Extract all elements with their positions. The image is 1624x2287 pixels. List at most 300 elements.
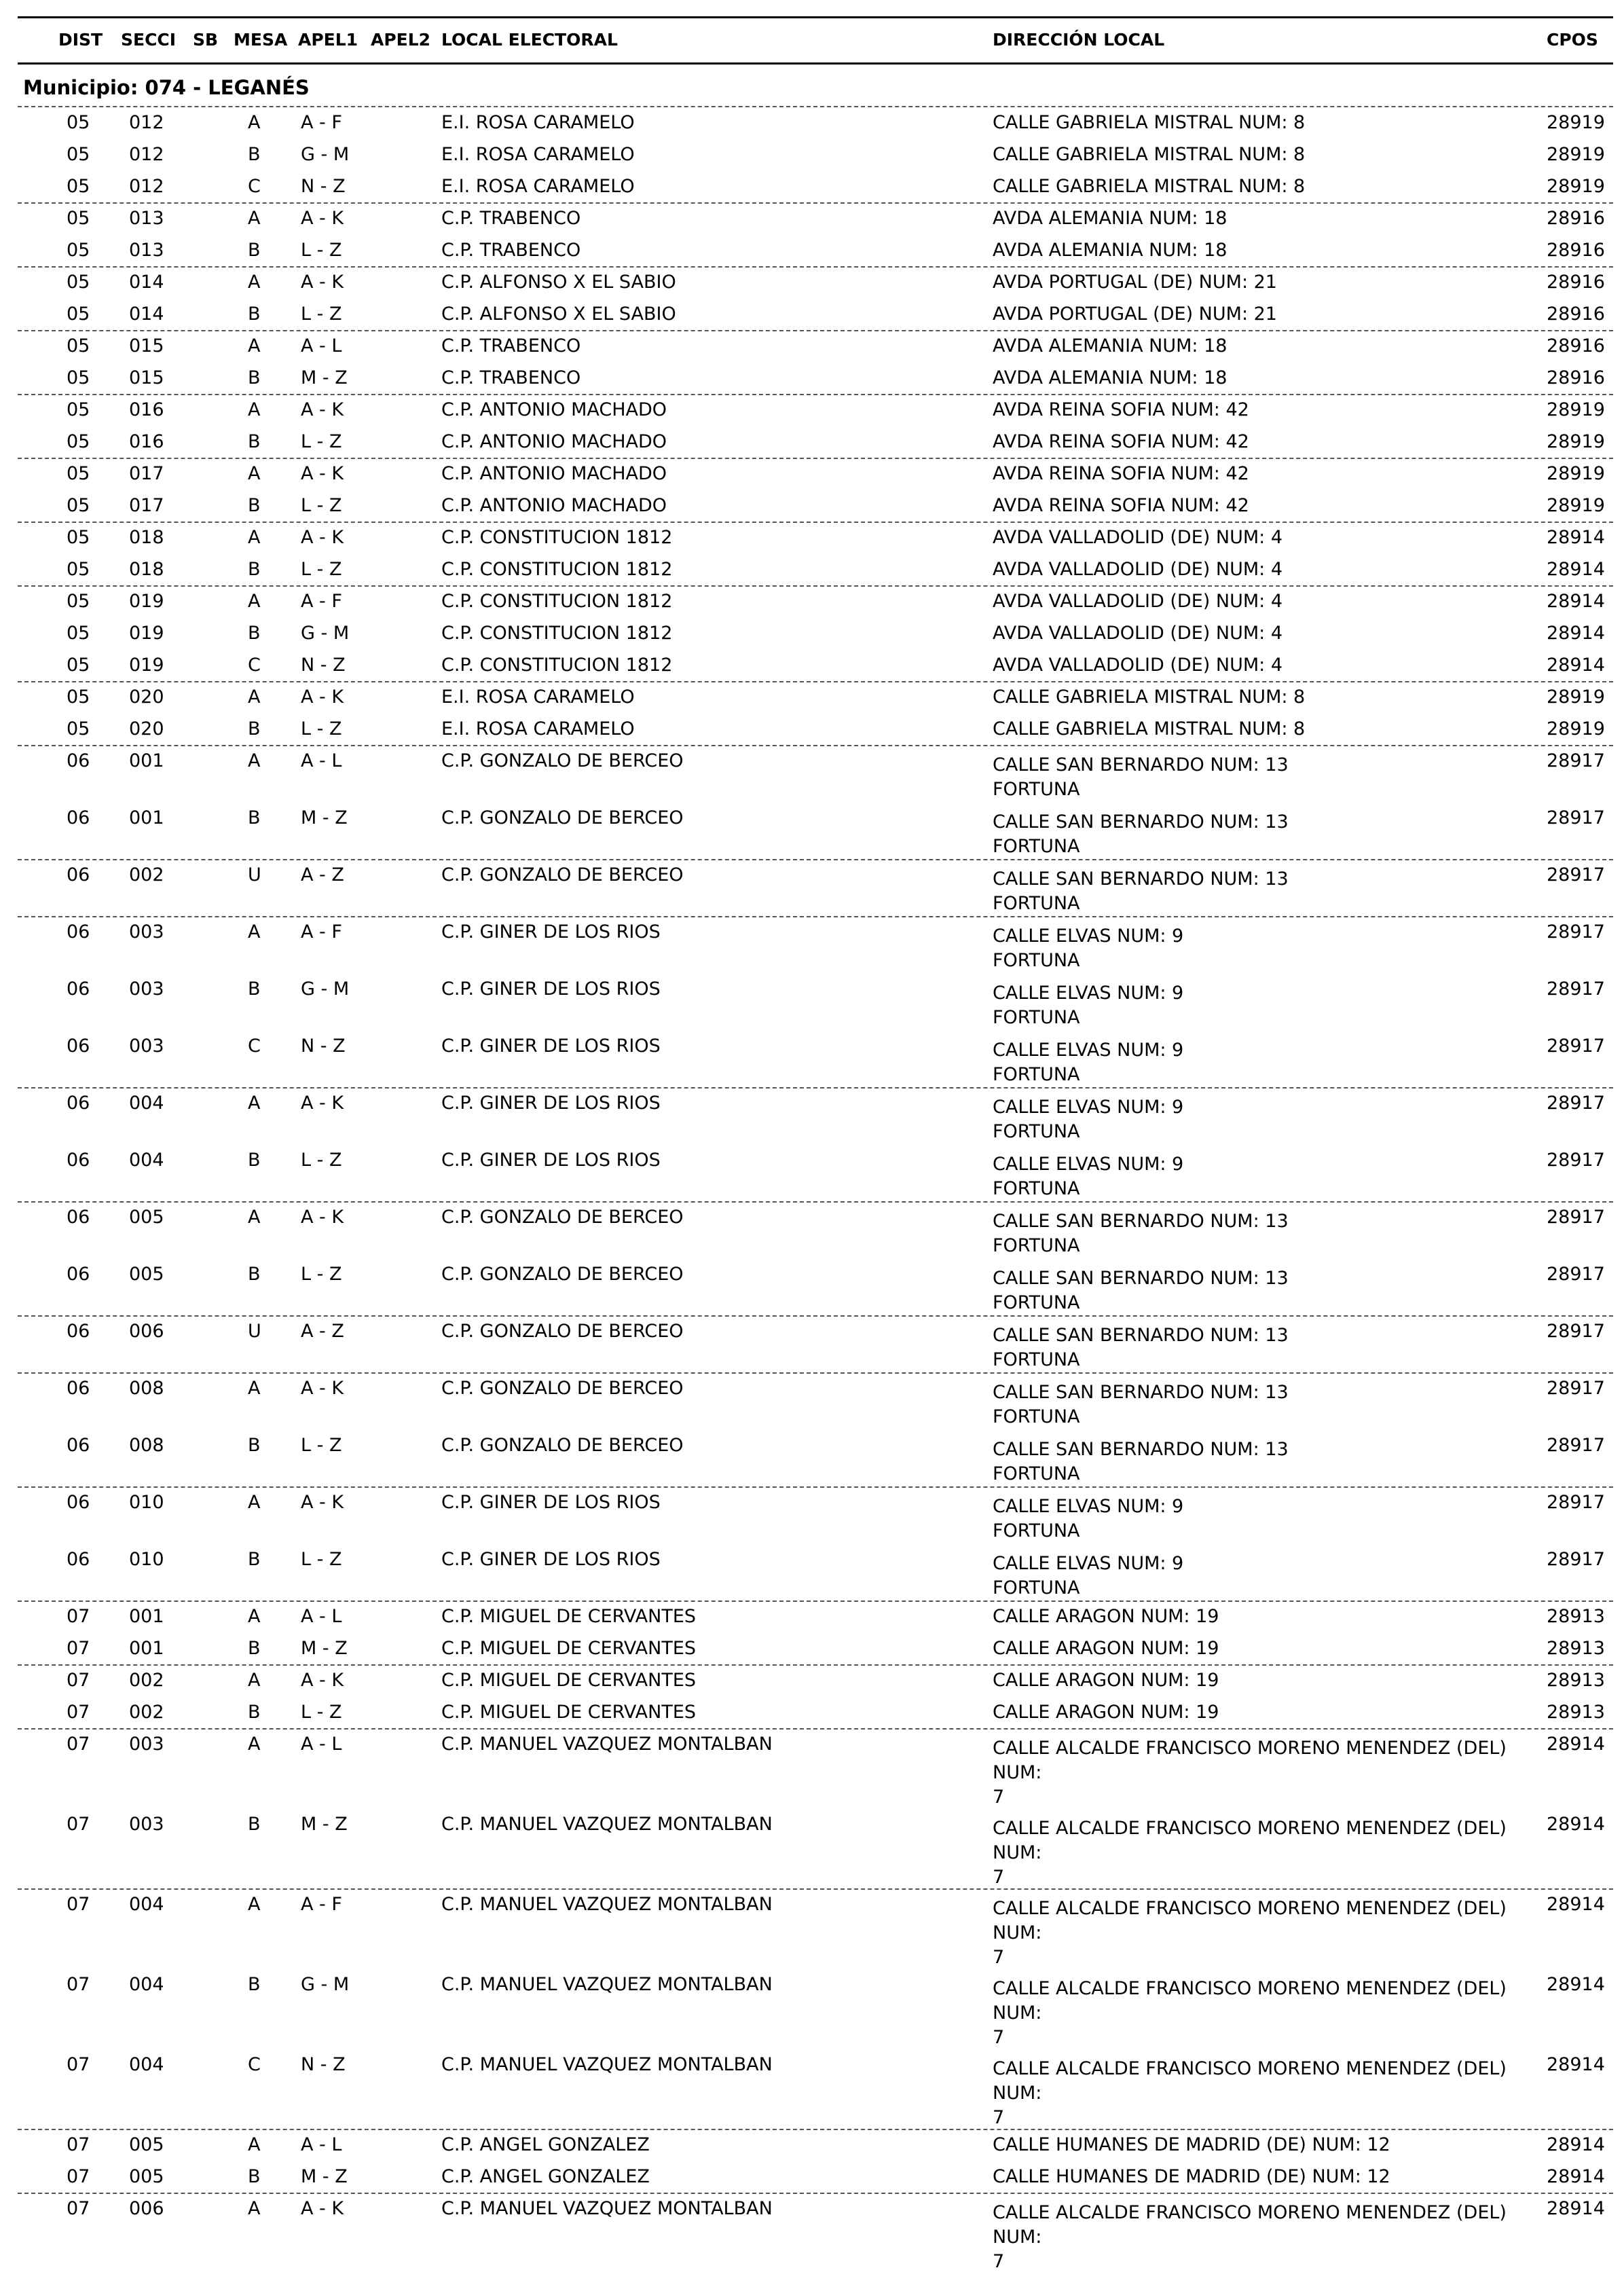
cell-apel1: N - Z (301, 655, 346, 676)
cell-direccion-line: CALLE ARAGON NUM: 19 (993, 1638, 1219, 1659)
cell-mesa: A (248, 750, 261, 771)
row-group-separator (18, 1600, 1613, 1602)
cell-dist: 05 (67, 623, 90, 644)
cell-direccion-line: AVDA REINA SOFIA NUM: 42 (993, 399, 1249, 420)
cell-local-electoral: C.P. GINER DE LOS RIOS (441, 1150, 661, 1171)
cell-secci: 012 (129, 176, 164, 197)
cell-secci: 020 (129, 687, 164, 708)
cell-mesa: C (248, 1036, 261, 1057)
cell-apel1: G - M (301, 1974, 350, 1995)
cell-cpos: 28917 (1547, 807, 1605, 828)
cell-cpos: 28917 (1547, 1264, 1605, 1285)
cell-secci: 003 (129, 1734, 164, 1755)
cell-dist: 05 (67, 559, 90, 580)
row-group-separator (18, 2193, 1613, 2194)
cell-dist: 06 (67, 1435, 90, 1456)
cell-cpos: 28914 (1547, 1734, 1605, 1755)
cell-dist: 07 (67, 1894, 90, 1915)
cell-direccion-line: CALLE GABRIELA MISTRAL NUM: 8 (993, 176, 1306, 197)
cell-mesa: A (248, 208, 261, 229)
cell-mesa: A (248, 591, 261, 612)
cell-dist: 05 (67, 591, 90, 612)
cell-dist: 05 (67, 335, 90, 356)
cell-local-electoral: C.P. ANGEL GONZALEZ (441, 2134, 650, 2155)
cell-secci: 020 (129, 718, 164, 739)
cell-dist: 06 (67, 1321, 90, 1342)
cell-local-electoral: C.P. MIGUEL DE CERVANTES (441, 1702, 697, 1723)
cell-apel1: N - Z (301, 2054, 346, 2075)
cell-dist: 07 (67, 2134, 90, 2155)
cell-local-electoral: C.P. TRABENCO (441, 240, 581, 261)
cell-local-electoral: C.P. GONZALO DE BERCEO (441, 1435, 684, 1456)
cell-local-electoral: C.P. CONSTITUCION 1812 (441, 591, 673, 612)
cell-apel1: A - K (301, 463, 344, 484)
cell-dist: 05 (67, 399, 90, 420)
cell-cpos: 28914 (1547, 527, 1605, 548)
cell-mesa: B (248, 431, 261, 452)
cell-secci: 003 (129, 1036, 164, 1057)
cell-direccion-line: NUM: (993, 1922, 1042, 1943)
cell-direccion-line: NUM: (993, 2002, 1042, 2024)
cell-mesa: A (248, 1378, 261, 1399)
col-header-local: LOCAL ELECTORAL (441, 30, 618, 50)
cell-secci: 018 (129, 527, 164, 548)
cell-dist: 05 (67, 495, 90, 516)
row-group-separator (18, 1372, 1613, 1374)
cell-mesa: A (248, 112, 261, 133)
cell-cpos: 28917 (1547, 1435, 1605, 1456)
cell-apel1: A - K (301, 527, 344, 548)
cell-dist: 06 (67, 750, 90, 771)
col-header-direccion: DIRECCIÓN LOCAL (993, 30, 1165, 50)
cell-mesa: A (248, 335, 261, 356)
cell-cpos: 28917 (1547, 921, 1605, 943)
row-group-separator (18, 1664, 1613, 1666)
col-header-sb: SB (193, 30, 219, 50)
row-group-separator (18, 1201, 1613, 1203)
cell-direccion-line: FORTUNA (993, 1463, 1080, 1484)
row-group-separator (18, 681, 1613, 682)
cell-direccion-line: 7 (993, 1787, 1005, 1808)
cell-direccion-line: CALLE ELVAS NUM: 9 (993, 926, 1184, 947)
cell-local-electoral: E.I. ROSA CARAMELO (441, 112, 635, 133)
cell-local-electoral: C.P. GONZALO DE BERCEO (441, 807, 684, 828)
cell-apel1: A - K (301, 208, 344, 229)
cell-apel1: L - Z (301, 559, 342, 580)
cell-dist: 05 (67, 655, 90, 676)
cell-secci: 005 (129, 1264, 164, 1285)
cell-direccion-line: FORTUNA (993, 836, 1080, 857)
cell-dist: 06 (67, 1492, 90, 1513)
cell-mesa: B (248, 718, 261, 739)
cell-mesa: U (248, 864, 261, 885)
cell-cpos: 28914 (1547, 2166, 1605, 2187)
cell-local-electoral: C.P. GONZALO DE BERCEO (441, 1378, 684, 1399)
cell-apel1: A - L (301, 2134, 342, 2155)
cell-secci: 012 (129, 112, 164, 133)
cell-mesa: B (248, 367, 261, 388)
cell-apel1: G - M (301, 144, 350, 165)
cell-mesa: B (248, 495, 261, 516)
cell-direccion-line: CALLE ALCALDE FRANCISCO MORENO MENENDEZ (DEL) (993, 1978, 1507, 1999)
cell-local-electoral: C.P. GINER DE LOS RIOS (441, 1093, 661, 1114)
cell-direccion-line: CALLE ALCALDE FRANCISCO MORENO MENENDEZ (DEL) (993, 1818, 1507, 1839)
cell-mesa: B (248, 1264, 261, 1285)
cell-secci: 015 (129, 367, 164, 388)
cell-cpos: 28916 (1547, 304, 1605, 325)
cell-direccion-line: CALLE SAN BERNARDO NUM: 13 (993, 811, 1289, 833)
cell-cpos: 28913 (1547, 1606, 1605, 1627)
cell-dist: 05 (67, 527, 90, 548)
cell-mesa: B (248, 623, 261, 644)
cell-local-electoral: C.P. GINER DE LOS RIOS (441, 1036, 661, 1057)
cell-apel1: M - Z (301, 2166, 348, 2187)
cell-secci: 014 (129, 304, 164, 325)
cell-secci: 004 (129, 1150, 164, 1171)
cell-dist: 06 (67, 1093, 90, 1114)
cell-local-electoral: C.P. ANGEL GONZALEZ (441, 2166, 650, 2187)
cell-cpos: 28919 (1547, 463, 1605, 484)
cell-direccion-line: AVDA PORTUGAL (DE) NUM: 21 (993, 304, 1277, 325)
cell-mesa: B (248, 1638, 261, 1659)
cell-secci: 003 (129, 921, 164, 943)
cell-dist: 05 (67, 367, 90, 388)
row-group-separator (18, 916, 1613, 917)
row-group-separator (18, 1728, 1613, 1730)
cell-cpos: 28919 (1547, 399, 1605, 420)
cell-apel1: M - Z (301, 1814, 348, 1835)
cell-local-electoral: C.P. TRABENCO (441, 367, 581, 388)
cell-mesa: B (248, 240, 261, 261)
section-separator (18, 106, 1613, 107)
cell-mesa: A (248, 1093, 261, 1114)
row-group-separator (18, 458, 1613, 459)
cell-direccion-line: AVDA VALLADOLID (DE) NUM: 4 (993, 559, 1283, 580)
cell-cpos: 28917 (1547, 1321, 1605, 1342)
cell-apel1: G - M (301, 623, 350, 644)
cell-secci: 012 (129, 144, 164, 165)
cell-local-electoral: C.P. ANTONIO MACHADO (441, 495, 667, 516)
cell-apel1: L - Z (301, 1435, 342, 1456)
cell-mesa: B (248, 144, 261, 165)
cell-direccion-line: 7 (993, 1947, 1005, 1968)
cell-direccion-line: CALLE SAN BERNARDO NUM: 13 (993, 1439, 1289, 1460)
cell-local-electoral: C.P. MANUEL VAZQUEZ MONTALBAN (441, 1814, 773, 1835)
cell-secci: 001 (129, 807, 164, 828)
row-group-separator (18, 1087, 1613, 1088)
cell-direccion-line: CALLE SAN BERNARDO NUM: 13 (993, 1325, 1289, 1346)
cell-mesa: B (248, 1814, 261, 1835)
cell-mesa: A (248, 1734, 261, 1755)
col-header-cpos: CPOS (1547, 30, 1598, 50)
cell-direccion-line: CALLE SAN BERNARDO NUM: 13 (993, 1382, 1289, 1403)
cell-secci: 017 (129, 463, 164, 484)
cell-local-electoral: C.P. ANTONIO MACHADO (441, 399, 667, 420)
cell-mesa: A (248, 1606, 261, 1627)
cell-dist: 06 (67, 864, 90, 885)
cell-apel1: A - K (301, 399, 344, 420)
cell-direccion-line: 7 (993, 2027, 1005, 2048)
col-header-apel1: APEL1 (298, 30, 358, 50)
cell-local-electoral: C.P. GINER DE LOS RIOS (441, 1549, 661, 1570)
cell-local-electoral: C.P. GONZALO DE BERCEO (441, 1264, 684, 1285)
cell-mesa: A (248, 921, 261, 943)
cell-apel1: L - Z (301, 718, 342, 739)
cell-secci: 002 (129, 1670, 164, 1691)
cell-direccion-line: NUM: (993, 1842, 1042, 1863)
header-bottom-rule (18, 62, 1613, 65)
cell-mesa: A (248, 1492, 261, 1513)
cell-direccion-line: CALLE SAN BERNARDO NUM: 13 (993, 1211, 1289, 1232)
cell-apel1: L - Z (301, 495, 342, 516)
cell-apel1: A - L (301, 1734, 342, 1755)
cell-secci: 019 (129, 591, 164, 612)
municipio-heading: Municipio: 074 - LEGANÉS (23, 76, 310, 99)
cell-local-electoral: C.P. GINER DE LOS RIOS (441, 1492, 661, 1513)
row-group-separator (18, 394, 1613, 395)
cell-mesa: B (248, 807, 261, 828)
cell-direccion-line: AVDA ALEMANIA NUM: 18 (993, 335, 1228, 356)
cell-apel1: L - Z (301, 1549, 342, 1570)
cell-apel1: A - L (301, 335, 342, 356)
cell-secci: 004 (129, 1974, 164, 1995)
cell-mesa: B (248, 1150, 261, 1171)
cell-apel1: A - K (301, 272, 344, 293)
cell-secci: 005 (129, 2134, 164, 2155)
cell-dist: 07 (67, 1974, 90, 1995)
cell-direccion-line: 7 (993, 2107, 1005, 2128)
cell-dist: 05 (67, 431, 90, 452)
cell-direccion-line: NUM: (993, 2083, 1042, 2104)
cell-direccion-line: NUM: (993, 2227, 1042, 2248)
cell-cpos: 28917 (1547, 864, 1605, 885)
cell-direccion-line: CALLE ALCALDE FRANCISCO MORENO MENENDEZ (DEL) (993, 2202, 1507, 2223)
cell-mesa: C (248, 655, 261, 676)
cell-mesa: B (248, 978, 261, 1000)
cell-dist: 06 (67, 1264, 90, 1285)
cell-mesa: A (248, 399, 261, 420)
cell-cpos: 28916 (1547, 335, 1605, 356)
cell-dist: 05 (67, 304, 90, 325)
cell-cpos: 28917 (1547, 1207, 1605, 1228)
cell-direccion-line: NUM: (993, 1762, 1042, 1783)
cell-dist: 06 (67, 978, 90, 1000)
cell-direccion-line: FORTUNA (993, 950, 1080, 971)
cell-local-electoral: C.P. ANTONIO MACHADO (441, 463, 667, 484)
cell-secci: 004 (129, 1894, 164, 1915)
cell-apel1: N - Z (301, 176, 346, 197)
cell-dist: 07 (67, 2198, 90, 2219)
cell-direccion-line: FORTUNA (993, 1577, 1080, 1598)
cell-mesa: B (248, 1702, 261, 1723)
cell-mesa: A (248, 272, 261, 293)
cell-apel1: A - K (301, 1670, 344, 1691)
cell-secci: 001 (129, 1606, 164, 1627)
cell-secci: 005 (129, 1207, 164, 1228)
cell-direccion-line: CALLE ARAGON NUM: 19 (993, 1702, 1219, 1723)
cell-dist: 06 (67, 1150, 90, 1171)
cell-direccion-line: FORTUNA (993, 1349, 1080, 1370)
cell-cpos: 28917 (1547, 978, 1605, 1000)
cell-direccion-line: AVDA REINA SOFIA NUM: 42 (993, 463, 1249, 484)
cell-secci: 015 (129, 335, 164, 356)
cell-apel1: A - L (301, 1606, 342, 1627)
cell-secci: 004 (129, 1093, 164, 1114)
cell-local-electoral: C.P. GONZALO DE BERCEO (441, 1321, 684, 1342)
cell-direccion-line: FORTUNA (993, 893, 1080, 914)
cell-local-electoral: C.P. ALFONSO X EL SABIO (441, 272, 676, 293)
cell-direccion-line: CALLE ELVAS NUM: 9 (993, 1553, 1184, 1574)
cell-cpos: 28914 (1547, 1814, 1605, 1835)
cell-direccion-line: CALLE SAN BERNARDO NUM: 13 (993, 868, 1289, 890)
cell-local-electoral: E.I. ROSA CARAMELO (441, 687, 635, 708)
cell-dist: 05 (67, 463, 90, 484)
cell-cpos: 28917 (1547, 1549, 1605, 1570)
cell-apel1: A - Z (301, 1321, 344, 1342)
cell-apel1: M - Z (301, 1638, 348, 1659)
cell-apel1: L - Z (301, 1150, 342, 1171)
cell-secci: 001 (129, 750, 164, 771)
cell-dist: 05 (67, 272, 90, 293)
cell-direccion-line: CALLE ALCALDE FRANCISCO MORENO MENENDEZ (DEL) (993, 2058, 1507, 2079)
cell-cpos: 28914 (1547, 591, 1605, 612)
cell-mesa: A (248, 2198, 261, 2219)
cell-direccion-line: FORTUNA (993, 1235, 1080, 1256)
cell-cpos: 28916 (1547, 272, 1605, 293)
cell-local-electoral: C.P. GONZALO DE BERCEO (441, 1207, 684, 1228)
cell-apel1: L - Z (301, 431, 342, 452)
cell-dist: 07 (67, 2054, 90, 2075)
cell-cpos: 28913 (1547, 1638, 1605, 1659)
cell-direccion-line: FORTUNA (993, 1520, 1080, 1541)
cell-local-electoral: E.I. ROSA CARAMELO (441, 718, 635, 739)
cell-secci: 006 (129, 1321, 164, 1342)
cell-local-electoral: C.P. TRABENCO (441, 335, 581, 356)
cell-direccion-line: FORTUNA (993, 1178, 1080, 1199)
cell-local-electoral: C.P. MANUEL VAZQUEZ MONTALBAN (441, 2198, 773, 2219)
cell-cpos: 28914 (1547, 2054, 1605, 2075)
cell-mesa: A (248, 463, 261, 484)
cell-direccion-line: CALLE ELVAS NUM: 9 (993, 1154, 1184, 1175)
cell-apel1: A - K (301, 687, 344, 708)
cell-dist: 05 (67, 144, 90, 165)
cell-cpos: 28917 (1547, 1150, 1605, 1171)
cell-local-electoral: C.P. MANUEL VAZQUEZ MONTALBAN (441, 2054, 773, 2075)
cell-direccion-line: FORTUNA (993, 1121, 1080, 1142)
cell-mesa: A (248, 687, 261, 708)
cell-cpos: 28916 (1547, 208, 1605, 229)
cell-local-electoral: C.P. GINER DE LOS RIOS (441, 978, 661, 1000)
row-group-separator (18, 1888, 1613, 1890)
cell-cpos: 28917 (1547, 750, 1605, 771)
row-group-separator (18, 745, 1613, 746)
cell-dist: 05 (67, 208, 90, 229)
cell-direccion-line: AVDA VALLADOLID (DE) NUM: 4 (993, 591, 1283, 612)
cell-dist: 05 (67, 112, 90, 133)
cell-cpos: 28917 (1547, 1093, 1605, 1114)
cell-apel1: N - Z (301, 1036, 346, 1057)
cell-direccion-line: 7 (993, 1867, 1005, 1888)
cell-apel1: A - K (301, 2198, 344, 2219)
cell-secci: 010 (129, 1549, 164, 1570)
cell-mesa: B (248, 1549, 261, 1570)
cell-cpos: 28916 (1547, 367, 1605, 388)
cell-direccion-line: CALLE HUMANES DE MADRID (DE) NUM: 12 (993, 2134, 1390, 2155)
col-header-dist: DIST (58, 30, 103, 50)
cell-direccion-line: CALLE GABRIELA MISTRAL NUM: 8 (993, 112, 1306, 133)
cell-dist: 05 (67, 240, 90, 261)
cell-local-electoral: C.P. CONSTITUCION 1812 (441, 559, 673, 580)
row-group-separator (18, 330, 1613, 331)
cell-cpos: 28913 (1547, 1702, 1605, 1723)
row-group-separator (18, 266, 1613, 268)
cell-dist: 07 (67, 1606, 90, 1627)
cell-dist: 07 (67, 1670, 90, 1691)
cell-local-electoral: C.P. MANUEL VAZQUEZ MONTALBAN (441, 1734, 773, 1755)
cell-secci: 017 (129, 495, 164, 516)
cell-apel1: A - K (301, 1093, 344, 1114)
cell-secci: 010 (129, 1492, 164, 1513)
cell-apel1: A - F (301, 112, 342, 133)
cell-dist: 06 (67, 1036, 90, 1057)
header-top-rule (18, 16, 1613, 18)
row-group-separator (18, 859, 1613, 860)
cell-mesa: B (248, 1435, 261, 1456)
cell-direccion-line: FORTUNA (993, 779, 1080, 800)
cell-apel1: L - Z (301, 240, 342, 261)
cell-local-electoral: C.P. CONSTITUCION 1812 (441, 655, 673, 676)
cell-dist: 06 (67, 921, 90, 943)
row-group-separator (18, 1315, 1613, 1317)
cell-direccion-line: AVDA VALLADOLID (DE) NUM: 4 (993, 623, 1283, 644)
cell-direccion-line: CALLE ARAGON NUM: 19 (993, 1670, 1219, 1691)
cell-direccion-line: CALLE ELVAS NUM: 9 (993, 1040, 1184, 1061)
cell-cpos: 28914 (1547, 655, 1605, 676)
cell-direccion-line: AVDA ALEMANIA NUM: 18 (993, 208, 1228, 229)
cell-dist: 05 (67, 687, 90, 708)
cell-dist: 07 (67, 2166, 90, 2187)
cell-apel1: A - K (301, 1378, 344, 1399)
cell-secci: 019 (129, 623, 164, 644)
cell-cpos: 28914 (1547, 2134, 1605, 2155)
cell-cpos: 28919 (1547, 144, 1605, 165)
cell-apel1: M - Z (301, 807, 348, 828)
cell-direccion-line: CALLE ALCALDE FRANCISCO MORENO MENENDEZ (DEL) (993, 1898, 1507, 1919)
cell-secci: 008 (129, 1378, 164, 1399)
cell-dist: 06 (67, 807, 90, 828)
cell-direccion-line: AVDA REINA SOFIA NUM: 42 (993, 431, 1249, 452)
cell-mesa: C (248, 176, 261, 197)
cell-local-electoral: C.P. ALFONSO X EL SABIO (441, 304, 676, 325)
cell-mesa: B (248, 559, 261, 580)
cell-direccion-line: FORTUNA (993, 1064, 1080, 1085)
cell-apel1: A - Z (301, 864, 344, 885)
cell-mesa: B (248, 1974, 261, 1995)
cell-direccion-line: CALLE ALCALDE FRANCISCO MORENO MENENDEZ (DEL) (993, 1738, 1507, 1759)
cell-dist: 07 (67, 1702, 90, 1723)
cell-local-electoral: C.P. MIGUEL DE CERVANTES (441, 1638, 697, 1659)
cell-secci: 016 (129, 431, 164, 452)
cell-cpos: 28919 (1547, 112, 1605, 133)
cell-local-electoral: C.P. MANUEL VAZQUEZ MONTALBAN (441, 1974, 773, 1995)
cell-apel1: A - F (301, 921, 342, 943)
cell-mesa: A (248, 1207, 261, 1228)
cell-direccion-line: CALLE GABRIELA MISTRAL NUM: 8 (993, 718, 1306, 739)
cell-secci: 004 (129, 2054, 164, 2075)
cell-dist: 05 (67, 718, 90, 739)
cell-apel1: L - Z (301, 304, 342, 325)
cell-direccion-line: CALLE SAN BERNARDO NUM: 13 (993, 1268, 1289, 1289)
